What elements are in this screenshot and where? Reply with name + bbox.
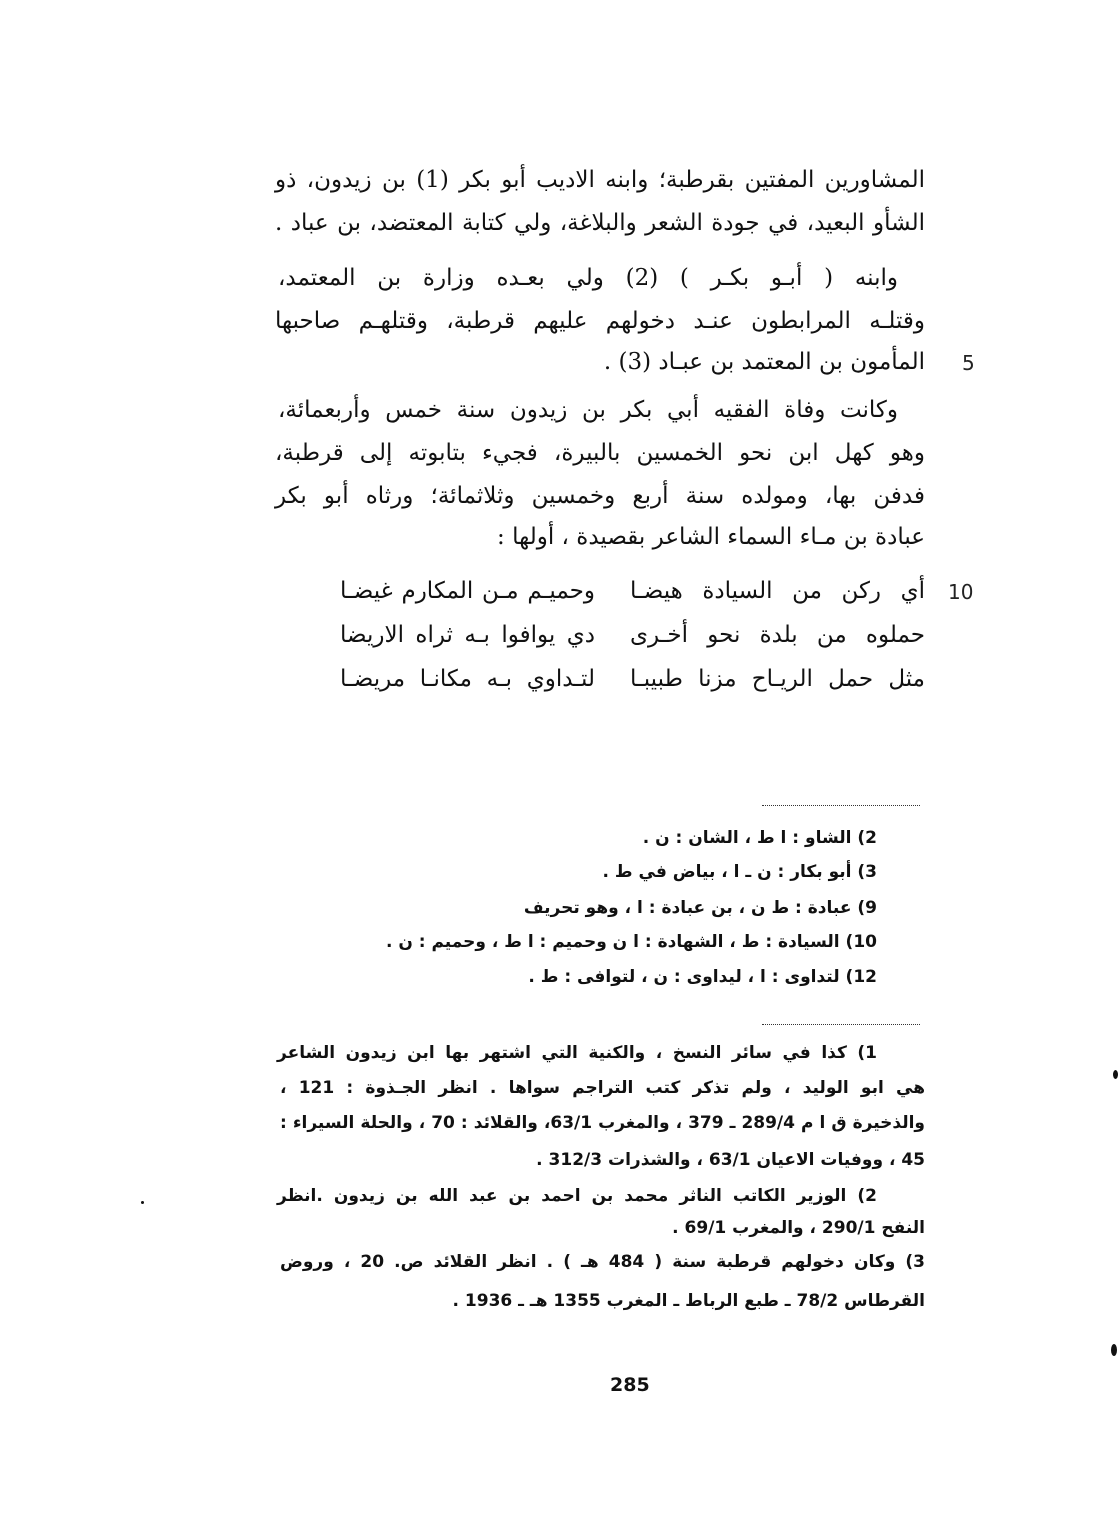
verse-hemistich-left: وحميـم مـن المكارم غيضـا xyxy=(340,578,595,604)
text-line: المشاورين المفتين بقرطبة؛ وابنه الاديب أبو بكر (1) بن زيدون، ذو xyxy=(275,167,926,193)
line-number: 10 xyxy=(948,580,974,604)
text-line: الشأو البعيد، في جودة الشعر والبلاغة، ولي كتابة المعتضد، بن عباد . xyxy=(275,210,925,236)
footnote-line: القرطاس 78/2 ـ طبع الرباط ـ المغرب 1355 هـ ـ 1936 . xyxy=(452,1291,925,1311)
variant-reading: 12) لتداوى : ا ، ليداوى : ن ، لتوافى : ط . xyxy=(528,967,877,987)
text-line: وابنه ( أبـو بكـر ) (2) ولي بعـده وزارة بن المعتمد، xyxy=(278,265,898,291)
text-line: وهو كهل ابن نحو الخمسين بالبيرة، فجيء بتابوته إلى قرطبة، xyxy=(275,440,925,466)
scan-speck xyxy=(1113,1070,1118,1079)
page-number: 285 xyxy=(610,1374,650,1396)
scan-speck xyxy=(1111,1344,1117,1356)
verse-hemistich-right: حملوه من بلدة نحو أخـرى xyxy=(630,622,925,648)
text-line: فدفن بها، ومولده سنة أربع وخمسين وثلاثمائة؛ ورثاه أبو بكر xyxy=(275,483,925,509)
verse-hemistich-left: دي يوافوا بـه ثراه الاريضا xyxy=(340,622,595,648)
footnote-line: 3) وكان دخولهم قرطبة سنة ( 484 هـ ) . انظر القلائد ص. 20 ، وروض xyxy=(280,1252,925,1272)
variant-reading: 10) السيادة : ط ، الشهادة : ا ن وحميم : ا ط ، وحميم : ن . xyxy=(385,932,877,952)
text-line: وقتلـه المرابطون عنـد دخولهم عليهم قرطبة، وقتلهـم صاحبها xyxy=(275,308,925,334)
footnote-separator xyxy=(762,1024,920,1025)
variant-reading: 3) أبو بكار : ن ـ ا ، بياض في ط . xyxy=(602,862,877,882)
footnote-line: النفح 290/1 ، والمغرب 69/1 . xyxy=(672,1218,925,1238)
verse-hemistich-right: مثل حمل الريـاح مزنا طبيبـا xyxy=(630,666,925,692)
footnote-line: 45 ، ووفيات الاعيان 63/1 ، والشذرات 312/3 . xyxy=(536,1150,925,1170)
verse-hemistich-left: لتـداوي بـه مكانـا مريضـا xyxy=(340,666,595,692)
apparatus-separator xyxy=(762,805,920,806)
footnote-line: 1) كذا في سائر النسخ ، والكنية التي اشتهر بها ابن زيدون الشاعر xyxy=(277,1043,877,1063)
scan-speck xyxy=(141,1201,144,1204)
footnote-line: والذخيرة ق ا م 289/4 ـ 379 ، والمغرب 63/1، والقلائد : 70 ، والحلة السيراء : xyxy=(280,1113,925,1133)
footnote-line: 2) الوزير الكاتب الناثر محمد بن احمد بن عبد الله بن زيدون .انظر xyxy=(277,1186,877,1206)
footnote-line: هي ابو الوليد ، ولم تذكر كتب التراجم سواها . انظر الجـذوة : 121 ، xyxy=(280,1078,925,1098)
text-line: عبادة بن مـاء السماء الشاعر بقصيدة ، أولها : xyxy=(497,524,925,550)
verse-hemistich-right: أي ركن من السيادة هيضـا xyxy=(630,578,925,604)
text-line: وكانت وفاة الفقيه أبي بكر بن زيدون سنة خمس وأربعمائة، xyxy=(278,397,898,423)
variant-reading: 2) الشاو : ا ط ، الشان : ن . xyxy=(642,828,877,848)
text-line: المأمون بن المعتمد بن عبـاد (3) . xyxy=(603,349,925,375)
variant-reading: 9) عبادة : ط ن ، بن عبادة : ا ، وهو تحريف xyxy=(523,898,877,918)
line-number: 5 xyxy=(962,351,975,375)
